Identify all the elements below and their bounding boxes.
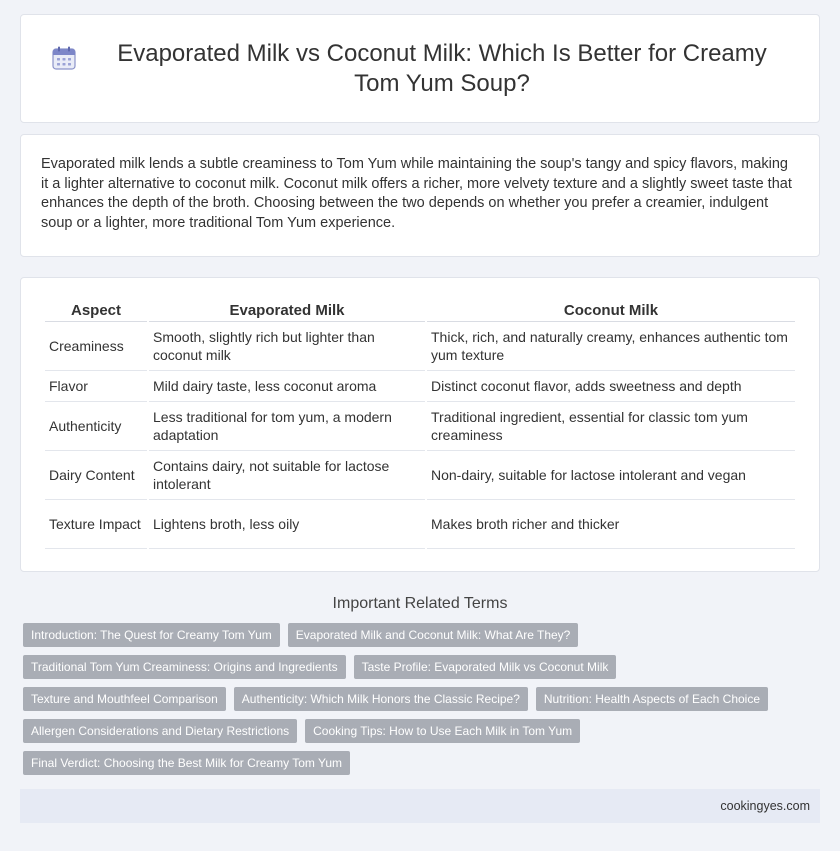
- related-terms-list: [20, 623, 820, 775]
- table-header-row: [45, 300, 795, 322]
- cell-evaporated: Less traditional for tom yum, a modern adaptation: [149, 402, 425, 451]
- table-row: [45, 322, 795, 371]
- related-term-tag[interactable]: Authenticity: Which Milk Honors the Classic Recipe?: [234, 687, 528, 711]
- cell-aspect: Flavor: [45, 371, 147, 402]
- cell-coconut: Distinct coconut flavor, adds sweetness and depth: [427, 371, 795, 402]
- header-aspect: Aspect: [45, 300, 147, 322]
- intro-text: Evaporated milk lends a subtle creaminess to Tom Yum while maintaining the soup's tangy and spicy flavors, making it a lighter alternative to coconut milk. Coconut milk offers a richer, more velvety texture and a slightly sweet taste that enhances the depth of the broth. Choosing between the two depends on whether you prefer a creamier, indulgent soup or a lighter, more traditional Tom Yum experience.: [41, 156, 792, 231]
- related-term-tag[interactable]: Introduction: The Quest for Creamy Tom Yum: [23, 623, 280, 647]
- comparison-table-card: [20, 277, 820, 572]
- cell-coconut: Non-dairy, suitable for lactose intolerant and vegan: [427, 451, 795, 500]
- related-term-tag[interactable]: Evaporated Milk and Coconut Milk: What Are They?: [288, 623, 579, 647]
- cell-evaporated: Contains dairy, not suitable for lactose intolerant: [149, 451, 425, 500]
- calendar-icon: [51, 45, 77, 71]
- cell-aspect: Texture Impact: [45, 500, 147, 549]
- cell-evaporated: Smooth, slightly rich but lighter than coconut milk: [149, 322, 425, 371]
- comparison-table: [43, 300, 797, 549]
- footer-site-link[interactable]: cookingyes.com: [720, 799, 810, 813]
- page-title: Evaporated Milk vs Coconut Milk: Which Is Better for Creamy Tom Yum Soup?: [117, 39, 767, 97]
- cell-coconut: Traditional ingredient, essential for classic tom yum creaminess: [427, 402, 795, 451]
- cell-evaporated: Lightens broth, less oily: [149, 500, 425, 549]
- cell-aspect: Creaminess: [45, 322, 147, 371]
- page-footer: [20, 789, 820, 823]
- cell-aspect: Dairy Content: [45, 451, 147, 500]
- page-header: [20, 14, 820, 123]
- table-row: [45, 451, 795, 500]
- related-term-tag[interactable]: Final Verdict: Choosing the Best Milk for Creamy Tom Yum: [23, 751, 350, 775]
- related-term-tag[interactable]: Allergen Considerations and Dietary Restrictions: [23, 719, 297, 743]
- header-coconut-milk: Coconut Milk: [427, 300, 795, 322]
- cell-aspect: Authenticity: [45, 402, 147, 451]
- related-terms-title: Important Related Terms: [332, 595, 508, 612]
- cell-coconut: Makes broth richer and thicker: [427, 500, 795, 549]
- cell-evaporated: Mild dairy taste, less coconut aroma: [149, 371, 425, 402]
- table-row: [45, 402, 795, 451]
- header-evaporated-milk: Evaporated Milk: [149, 300, 425, 322]
- related-term-tag[interactable]: Texture and Mouthfeel Comparison: [23, 687, 226, 711]
- table-row: [45, 500, 795, 549]
- related-term-tag[interactable]: Traditional Tom Yum Creaminess: Origins and Ingredients: [23, 655, 346, 679]
- related-term-tag[interactable]: Taste Profile: Evaporated Milk vs Coconut Milk: [354, 655, 617, 679]
- table-row: [45, 371, 795, 402]
- intro-section: [20, 134, 820, 257]
- related-term-tag[interactable]: Nutrition: Health Aspects of Each Choice: [536, 687, 768, 711]
- related-term-tag[interactable]: Cooking Tips: How to Use Each Milk in Tom Yum: [305, 719, 580, 743]
- cell-coconut: Thick, rich, and naturally creamy, enhances authentic tom yum texture: [427, 322, 795, 371]
